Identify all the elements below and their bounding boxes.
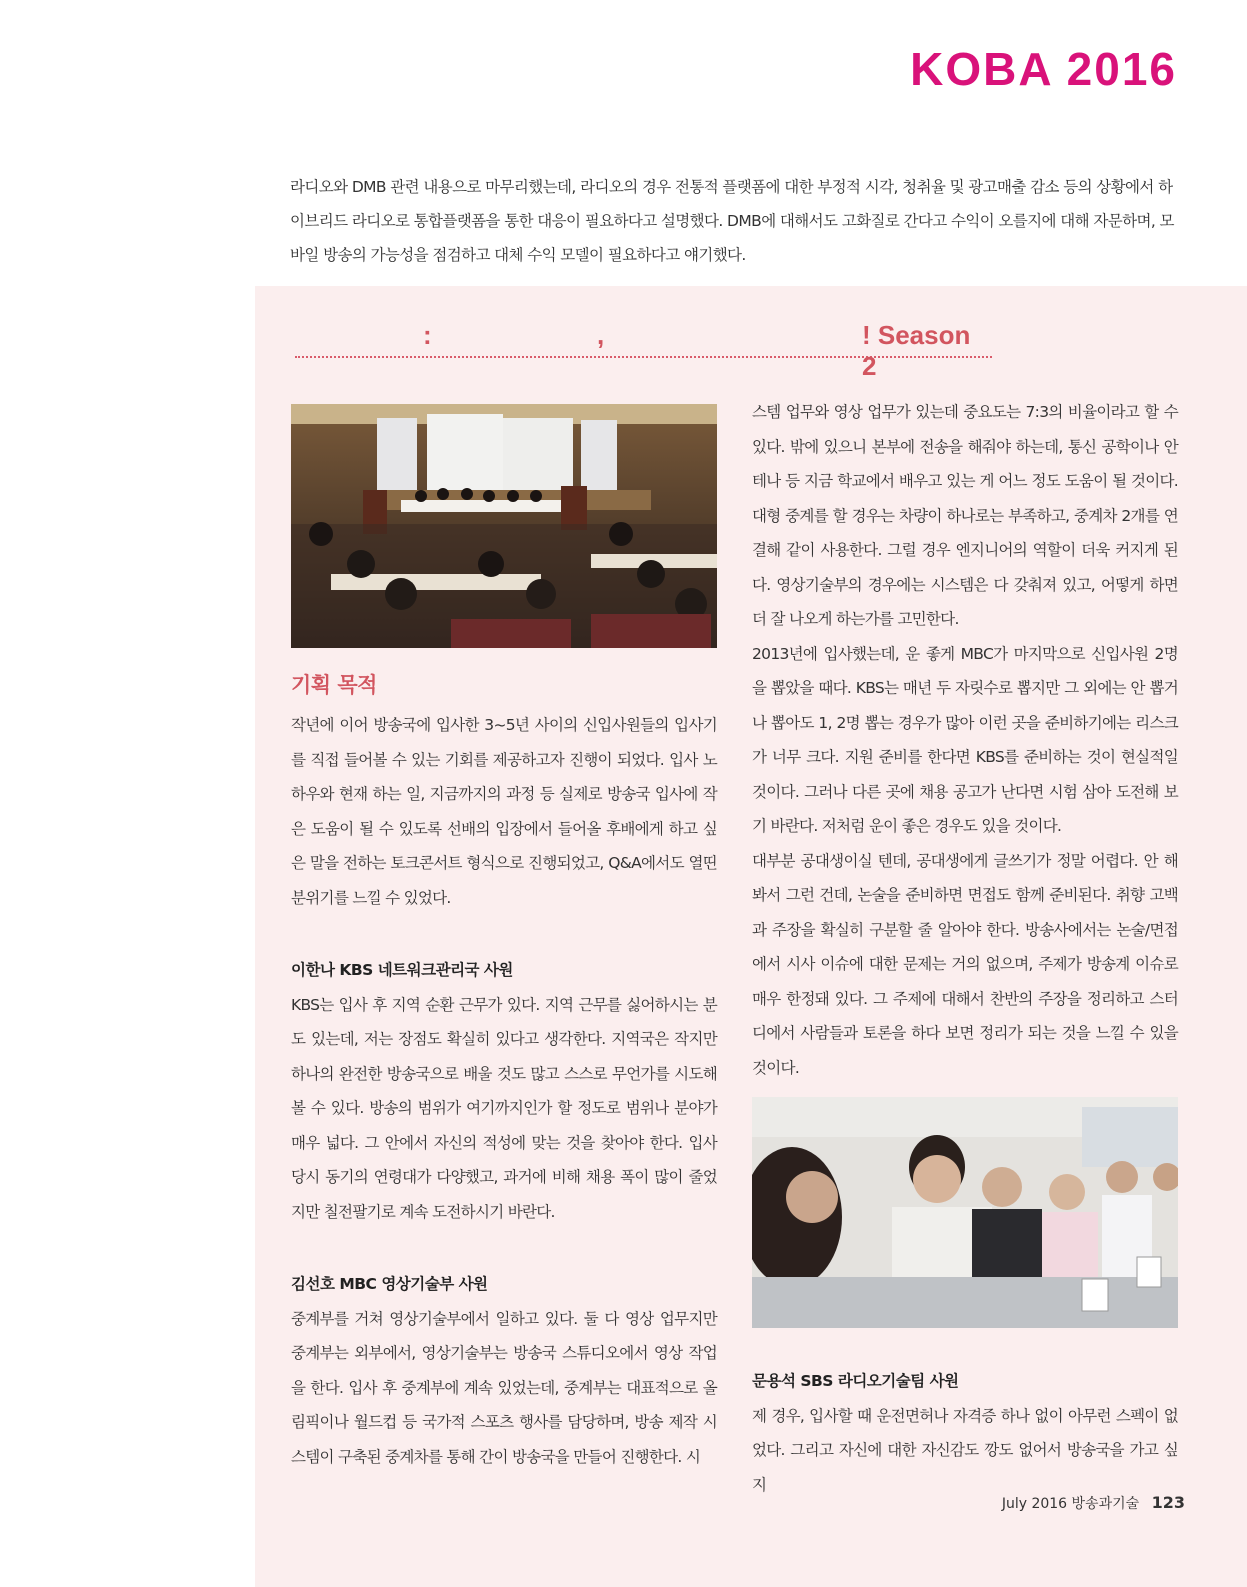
purpose-heading: 기획 목적 xyxy=(291,673,377,697)
speaker2-paragraph: 중계부를 거쳐 영상기술부에서 일하고 있다. 둘 다 영상 업무지만 중계부는 외부에서, 영상기술부는 방송국 스튜디오에서 영상 작업을 한다. 입사 후 중계부에 계속 있었는데, 중계부는 대표적으로 올림픽이나 월드컵 등 국가적 스포츠 행사를 담당하며, 방송 제작 시스템이 구축된 중계차를 통해 간이 방송국을 만들어 진행한다. 시 xyxy=(291,1309,717,1466)
right-column-bottom xyxy=(752,1364,1178,1502)
right-paragraph-1: 스템 업무와 영상 업무가 있는데 중요도는 7:3의 비율이라고 할 수 있다. 밖에 있으니 본부에 전송을 해줘야 하는데, 통신 공학이나 안테나 등 지금 학교에서 배우고 있는 게 어느 정도 도움이 될 것이다. 대형 중계를 할 경우는 차량이 하나로는 부족하고, 중계차 2개를 연결해 같이 사용한다. 그럴 경우 엔지니어의 역할이 더욱 커지게 된다. 영상기술부의 경우에는 시스템은 다 갖춰져 있고, 어떻게 하면 더 잘 나오게 하는가를 고민한다. xyxy=(752,403,1178,628)
section-title-colon: : xyxy=(423,320,432,350)
speaker2-name: 김선호 MBC 영상기술부 사원 xyxy=(291,1275,488,1293)
right-column xyxy=(752,395,1178,1085)
intro-paragraph: 라디오와 DMB 관련 내용으로 마무리했는데, 라디오의 경우 전통적 플랫폼에 대한 부정적 시각, 청취율 및 광고매출 감소 등의 상황에서 하이브리드 라디오로 통합플랫폼을 통한 대응이 필요하다고 설명했다. DMB에 대해서도 고화질로 간다고 수익이 오를지에 대해 자문하며, 모바일 방송의 가능성을 점검하고 대체 수익 모델이 필요하다고 얘기했다. xyxy=(290,177,1174,264)
purpose-paragraph: 작년에 이어 방송국에 입사한 3~5년 사이의 신입사원들의 입사기를 직접 들어볼 수 있는 기회를 제공하고자 진행이 되었다. 입사 노하우와 현재 하는 일, 지금까지의 과정 등 실제로 방송국 입사에 작은 도움이 될 수 있도록 선배의 입장에서 들어올 후배에게 하고 싶은 말을 전하는 토크콘서트 형식으로 진행되었고, Q&A에서도 열띤 분위기를 느낄 수 있었다. xyxy=(291,716,717,907)
section-title-comma: , xyxy=(597,320,605,350)
footer-label: July 2016 방송과기술 xyxy=(1001,1496,1140,1512)
section-title xyxy=(295,318,992,381)
speaker1-paragraph: KBS는 입사 후 지역 순환 근무가 있다. 지역 근무를 싫어하시는 분도 있는데, 저는 장점도 확실히 있다고 생각한다. 지역국은 작지만 하나의 완전한 방송국으로 배울 것도 많고 스스로 무언가를 시도해 볼 수 있다. 방송의 범위가 여기까지인가 할 정도로 범위나 분야가 매우 넓다. 그 안에서 자신의 적성에 맞는 것을 찾아야 한다. 입사 당시 동기의 연령대가 다양했고, 과거에 비해 채용 폭이 많이 줄었지만 칠전팔기로 계속 도전하시기 바란다. xyxy=(291,995,717,1221)
page-footer xyxy=(1002,1493,1185,1513)
speaker1-name: 이한나 KBS 네트워크관리국 사원 xyxy=(291,961,513,979)
speaker3-paragraph: 제 경우, 입사할 때 운전면허나 자격증 하나 없이 아무런 스펙이 없었다. 그리고 자신에 대한 자신감도 깡도 없어서 방송국을 가고 싶지 xyxy=(752,1406,1178,1494)
koba-logo: KOBA 2016 xyxy=(910,43,1177,95)
right-paragraph-2: 2013년에 입사했는데, 운 좋게 MBC가 마지막으로 신입사원 2명을 뽑았을 때다. KBS는 매년 두 자릿수로 뽑지만 그 외에는 안 뽑거나 뽑아도 1, 2명 뽑는 경우가 많아 이런 곳을 준비하기에는 리스크가 너무 크다. 지원 준비를 한다면 KBS를 준비하는 것이 현실적일 것이다. 그러나 다른 곳에 채용 공고가 난다면 시험 삼아 도전해 보기 바란다. 저처럼 운이 좋은 경우도 있을 것이다. xyxy=(752,644,1178,835)
left-column xyxy=(291,668,717,1474)
page-number: 123 xyxy=(1151,1493,1185,1512)
panelist-photo xyxy=(752,1097,1178,1328)
conference-photo xyxy=(291,404,717,648)
section-title-end: ! Season 2 xyxy=(862,320,971,381)
speaker3-name: 문용석 SBS 라디오기술팀 사원 xyxy=(752,1372,959,1390)
right-paragraph-3: 대부분 공대생이실 텐데, 공대생에게 글쓰기가 정말 어렵다. 안 해봐서 그런 건데, 논술을 준비하면 면접도 함께 준비된다. 취향 고백과 주장을 확실히 구분할 줄 알아야 한다. 방송사에서는 논술/면접에서 시사 이슈에 대한 문제는 거의 없으며, 주제가 방송계 이슈로 매우 한정돼 있다. 그 주제에 대해서 찬반의 주장을 정리하고 스터디에서 사람들과 토론을 하다 보면 정리가 되는 것을 느낄 수 있을 것이다. xyxy=(752,851,1178,1077)
